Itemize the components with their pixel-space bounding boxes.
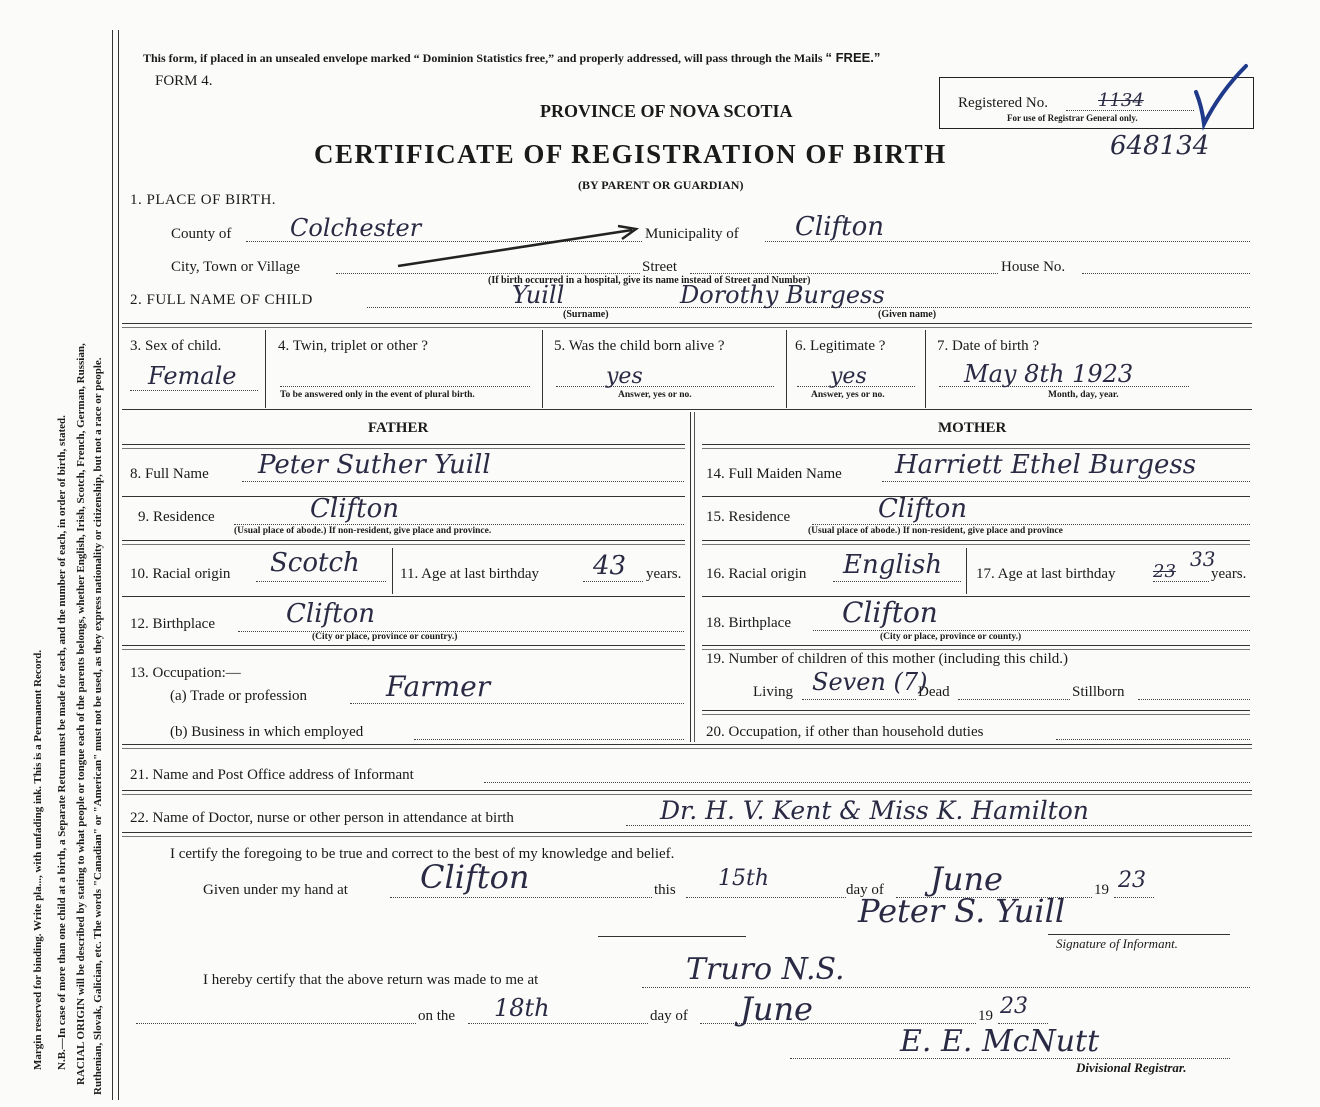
father-residence-line [234,524,684,525]
mother-rule-15 [702,540,1250,545]
certify-statement: I certify the foregoing to be true and correct to the best of my knowledge and belief. [170,846,675,862]
father-business-label: (b) Business in which employed [170,724,364,740]
divider-1 [122,323,1252,328]
hospital-note: (If birth occurred in a hospital, give its name instead of Street and Number) [488,275,811,286]
born-alive-line [556,386,774,387]
surname-note: (Surname) [563,309,609,320]
father-occupation-label: 13. Occupation:— [130,665,241,681]
father-heading-rule [122,444,685,449]
registrar-place-line [642,987,1250,988]
mother-age-separator [966,548,967,594]
father-rule-8 [122,496,685,497]
registrar-year-prefix: 19 [978,1008,993,1024]
mother-name-value: Harriett Ethel Burgess [895,450,1197,480]
mother-name-label: 14. Full Maiden Name [706,466,842,482]
father-trade-line [350,703,684,704]
twin-note: To be answered only in the event of plural birth. [280,390,475,400]
father-rule-12 [122,645,685,650]
registrar-use-note: For use of Registrar General only. [1007,113,1138,123]
father-racial-line [256,581,386,582]
certify-year-line [1114,897,1154,898]
mother-occupation-label: 20. Occupation, if other than household duties [706,724,984,740]
twin-line [280,386,530,387]
municipality-label: Municipality of [645,226,739,242]
registrar-day-of-label: day of [650,1008,688,1024]
registrar-day-line [468,1023,648,1024]
stillborn-line [1138,699,1250,700]
doctor-value: Dr. H. V. Kent & Miss K. Hamilton [660,796,1089,825]
mother-occupation-line [1056,739,1250,740]
legitimate-value: yes [830,364,867,389]
house-no-line [1082,273,1250,274]
registrar-signature-line [790,1058,1230,1059]
father-age-line [583,581,643,582]
form-number: FORM 4. [155,73,213,89]
father-birthplace-line [238,631,684,632]
father-residence-value: Clifton [310,494,399,524]
mother-racial-value: English [843,550,943,580]
signature-rule [1048,934,1230,935]
mother-birthplace-note: (City or place, province or county.) [880,632,1022,642]
parents-column-divider [690,412,695,742]
registrar-signature: E. E. McNutt [900,1024,1100,1059]
binding-margin [0,0,118,1107]
legitimate-label: 6. Legitimate ? [795,338,886,354]
date-of-birth-note: Month, day, year. [1048,390,1119,400]
sex-line [130,390,258,391]
given-name-note: (Given name) [878,309,937,320]
mother-birthplace-line [813,630,1250,631]
certify-year-prefix: 19 [1094,882,1109,898]
certificate-title: CERTIFICATE OF REGISTRATION OF BIRTH [314,139,947,169]
certify-day-value: 15th [718,866,770,891]
born-alive-note: Answer, yes or no. [618,390,692,400]
father-birthplace-value: Clifton [286,599,375,629]
father-name-label: 8. Full Name [130,466,209,482]
place-of-birth-heading: 1. PLACE OF BIRTH. [130,192,277,208]
mother-residence-value: Clifton [878,494,967,524]
signature-informant-label: Signature of Informant. [1056,936,1178,951]
registrar-statement: I hereby certify that the above return was made to me at [203,972,539,988]
doctor-label: 22. Name of Doctor, nurse or other person in attendance at birth [130,810,514,826]
mother-heading: MOTHER [938,420,1007,436]
father-name-line [242,481,684,482]
registrar-month-value: June [740,990,813,1028]
house-no-label: House No. [1001,259,1066,275]
father-birthplace-label: 12. Birthplace [130,616,215,632]
street-label: Street [642,259,677,275]
mail-notice: This form, if placed in an unsealed envelope marked “ Dominion Statistics free,” and properly addressed, will pass through the Mails “ FREE.” [143,50,881,65]
divider-3 [122,744,1252,749]
dead-label: Dead [918,684,950,700]
registrar-on-label: on the [418,1008,456,1024]
registrar-leading-line [136,1023,416,1024]
given-place-value: Clifton [420,858,530,896]
father-age-unit: years. [646,566,682,582]
mother-residence-label: 15. Residence [706,509,791,525]
father-residence-label: 9. Residence [138,509,215,525]
divider-2 [122,409,1252,410]
mother-age-label: 17. Age at last birthday [976,566,1116,582]
father-heading: FATHER [368,420,429,436]
mother-age-value: 33 [1190,547,1216,571]
registrar-place-value: Truro N.S. [686,952,845,987]
living-label: Living [753,684,793,700]
mother-age-struck: 23 [1153,561,1176,582]
dead-line [958,699,1070,700]
born-alive-value: yes [606,364,643,389]
city-label: City, Town or Village [171,259,301,275]
father-residence-note: (Usual place of abode.) If non-resident, give place and province. [234,526,492,536]
county-value: Colchester [290,214,422,242]
child-given-name: Dorothy Burgess [680,281,885,309]
father-birthplace-note: (City or place, province or country.) [312,632,458,642]
checkmark-icon [1192,62,1252,132]
mother-age-unit: years. [1211,566,1247,582]
margin-rule [112,30,113,1100]
informant-line [484,782,1250,783]
margin-note-binding: Margin reserved for binding. Write pla..., with unfading ink. This is a Permanent Record. [32,649,44,1070]
row3-separator-2 [542,330,543,408]
father-age-label: 11. Age at last birthday [400,566,539,582]
mother-name-line [882,481,1250,482]
street-line [690,273,998,274]
father-racial-value: Scotch [270,548,360,578]
twin-label: 4. Twin, triplet or other ? [278,338,428,354]
given-under-label: Given under my hand at [203,882,348,898]
living-value: Seven (7) [812,668,928,696]
father-name-value: Peter Suther Yuill [258,450,491,480]
mother-residence-note: (Usual place of abode.) If non-resident, give place and province [808,526,1063,536]
city-line [336,273,640,274]
signature-rule-left [598,936,746,937]
date-of-birth-value: May 8th 1923 [964,360,1134,388]
father-rule-10 [122,596,685,597]
this-label: this [654,882,676,898]
father-age-separator [392,548,393,594]
certificate-subtitle: (BY PARENT OR GUARDIAN) [578,178,744,192]
father-rule-9 [122,540,685,545]
handwritten-reg-number: 648134 [1110,131,1210,161]
given-place-line [390,897,652,898]
legitimate-note: Answer, yes or no. [811,390,885,400]
mother-rule-19 [702,710,1250,715]
certify-day-of-label: day of [846,882,884,898]
mother-children-label: 19. Number of children of this mother (including this child.) [706,651,1069,667]
stillborn-label: Stillborn [1072,684,1125,700]
mother-racial-line [833,581,961,582]
row3-separator-4 [925,330,926,408]
sex-value: Female [148,362,237,390]
divisional-registrar-label: Divisional Registrar. [1076,1060,1187,1075]
margin-note-multiple-births: N.B.—In case of more than one child at a birth, a Separate Return must be made for each, and the number of each, in order of birth, stated. [56,415,68,1070]
mother-residence-line [812,524,1250,525]
mother-heading-rule [702,444,1250,449]
margin-rule-inner [118,30,119,1100]
informant-signature: Peter S. Yuill [858,892,1066,930]
child-surname: Yuill [512,281,565,309]
mother-rule-18 [702,645,1250,650]
born-alive-label: 5. Was the child born alive ? [554,338,725,354]
certify-month-value: June [930,860,1003,898]
father-racial-label: 10. Racial origin [130,566,231,582]
certify-day-line [686,897,846,898]
mother-birthplace-value: Clifton [842,596,938,629]
row3-separator-3 [786,330,787,408]
registered-number: 1134 [1098,90,1144,111]
margin-note-racial-origin: RACIAL ORIGIN will be described by stating to what people or tongue each of the parents belongs, whether English, Irish, Scotch, French, German, Russian, [75,343,87,1085]
mother-racial-label: 16. Racial origin [706,566,807,582]
father-age-value: 43 [593,551,627,581]
registered-label: Registered No. [958,95,1048,111]
certify-year-value: 23 [1118,868,1146,893]
margin-note-racial-origin-cont: Ruthenian, Slovak, Galician, etc. The words "Canadian" or "American" must not be used, as they express nationality or citizenship, but not a race or people. [92,357,104,1095]
father-trade-label: (a) Trade or profession [170,688,308,704]
row3-separator-1 [265,330,266,408]
informant-label: 21. Name and Post Office address of Informant [130,767,414,783]
divider-5 [122,832,1252,837]
doctor-line [626,825,1250,826]
sex-label: 3. Sex of child. [130,338,222,354]
date-of-birth-label: 7. Date of birth ? [937,338,1040,354]
father-trade-value: Farmer [386,670,491,703]
mother-rule-16 [702,596,1250,597]
registrar-day-value: 18th [494,994,550,1022]
living-line [802,699,916,700]
registrar-year-value: 23 [1000,994,1028,1019]
county-label: County of [171,226,232,242]
child-name-label: 2. FULL NAME OF CHILD [130,292,313,308]
father-business-line [414,739,684,740]
municipality-value: Clifton [795,212,884,242]
mother-rule-14 [702,496,1250,497]
arrow-icon [396,222,646,270]
province-title: PROVINCE OF NOVA SCOTIA [540,101,793,121]
divider-4 [122,790,1252,795]
mother-birthplace-label: 18. Birthplace [706,615,791,631]
